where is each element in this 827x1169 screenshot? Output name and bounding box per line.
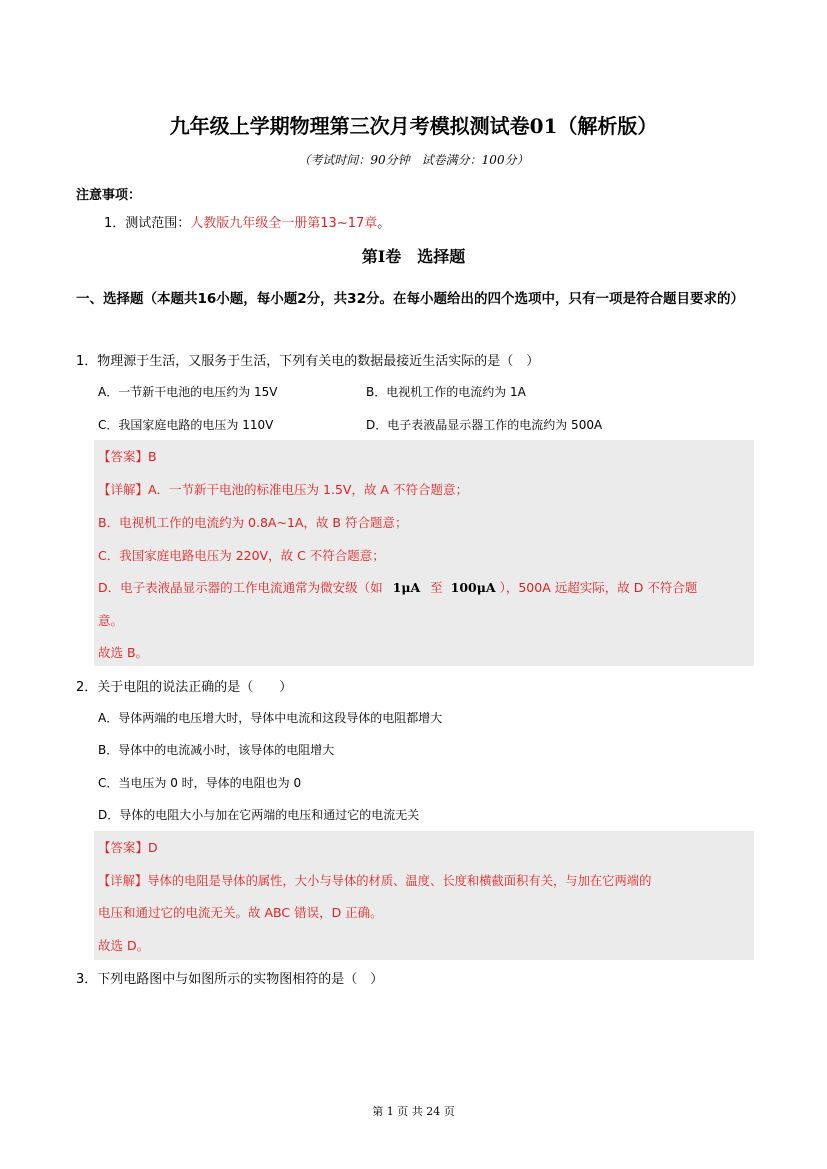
- detail-1-line-1: 【详解】A．一节新干电池的标准电压为 1.5V，故 A 不符合题意；: [98, 482, 468, 497]
- question-2-option-c: C．当电压为 0 时，导体的电阻也为 0: [98, 776, 302, 790]
- detail-1-line-6: 故选 B。: [98, 645, 149, 660]
- question-2-option-b: B．导体中的电流减小时，该导体的电阻增大: [98, 743, 335, 757]
- detail-2-line-1: 【详解】导体的电阻是导体的属性，大小与导体的材质、温度、长度和横截面积有关，与加在它两端的: [98, 874, 652, 888]
- question-1-option-c: C．我国家庭电路的电压为 110V: [98, 418, 274, 432]
- page-title: 九年级上学期物理第三次月考模拟测试卷01（解析版）: [169, 114, 658, 138]
- page-footer: 第 1 页 共 24 页: [372, 1105, 455, 1118]
- question-3-stem: 3．下列电路图中与如图所示的实物图相符的是（ ）: [76, 972, 384, 987]
- notes-item-1: 1．测试范围：人教版九年级全一册第13~17章。: [104, 216, 391, 231]
- question-1-stem: 1．物理源于生活，又服务于生活，下列有关电的数据最接近生活实际的是（ ）: [76, 354, 540, 369]
- question-2-stem: 2．关于电阻的说法正确的是（ ）: [76, 680, 293, 695]
- part-title: 第Ⅰ卷 选择题: [361, 247, 466, 266]
- exam-info: （考试时间：90分钟 试卷满分：100分）: [298, 153, 529, 167]
- question-1-option-b: B．电视机工作的电流约为 1A: [366, 385, 526, 399]
- question-1-option-d: D．电子表液晶显示器工作的电流约为 500A: [366, 418, 603, 432]
- section-heading: 一、选择题（本题共16小题，每小题2分，共32分。在每小题给出的四个选项中，只有一项是符合题目要求的）: [76, 291, 744, 307]
- notes-heading: 注意事项：: [76, 188, 142, 203]
- detail-1-line-4: D．电子表液晶显示器的工作电流通常为微安级（如 1μA 至 100μA ），500A 远超实际，故 D 不符合题: [98, 580, 698, 595]
- detail-2-line-3: 故选 D。: [98, 938, 150, 953]
- detail-1-line-3: C．我国家庭电路电压为 220V，故 C 不符合题意；: [98, 548, 385, 563]
- question-1-option-a: A．一节新干电池的电压约为 15V: [98, 385, 278, 399]
- detail-1-line-2: B．电视机工作的电流约为 0.8A~1A，故 B 符合题意；: [98, 515, 408, 530]
- answer-2: 【答案】D: [98, 840, 158, 855]
- detail-2-line-2: 电压和通过它的电流无关。故 ABC 错误，D 正确。: [98, 905, 383, 920]
- answer-box-2: [94, 831, 754, 960]
- question-2-option-a: A．导体两端的电压增大时，导体中电流和这段导体的电阻都增大: [98, 711, 443, 725]
- question-2-option-d: D．导体的电阻大小与加在它两端的电压和通过它的电流无关: [98, 808, 420, 822]
- detail-1-line-5: 意。: [98, 613, 124, 628]
- answer-1: 【答案】B: [98, 449, 157, 464]
